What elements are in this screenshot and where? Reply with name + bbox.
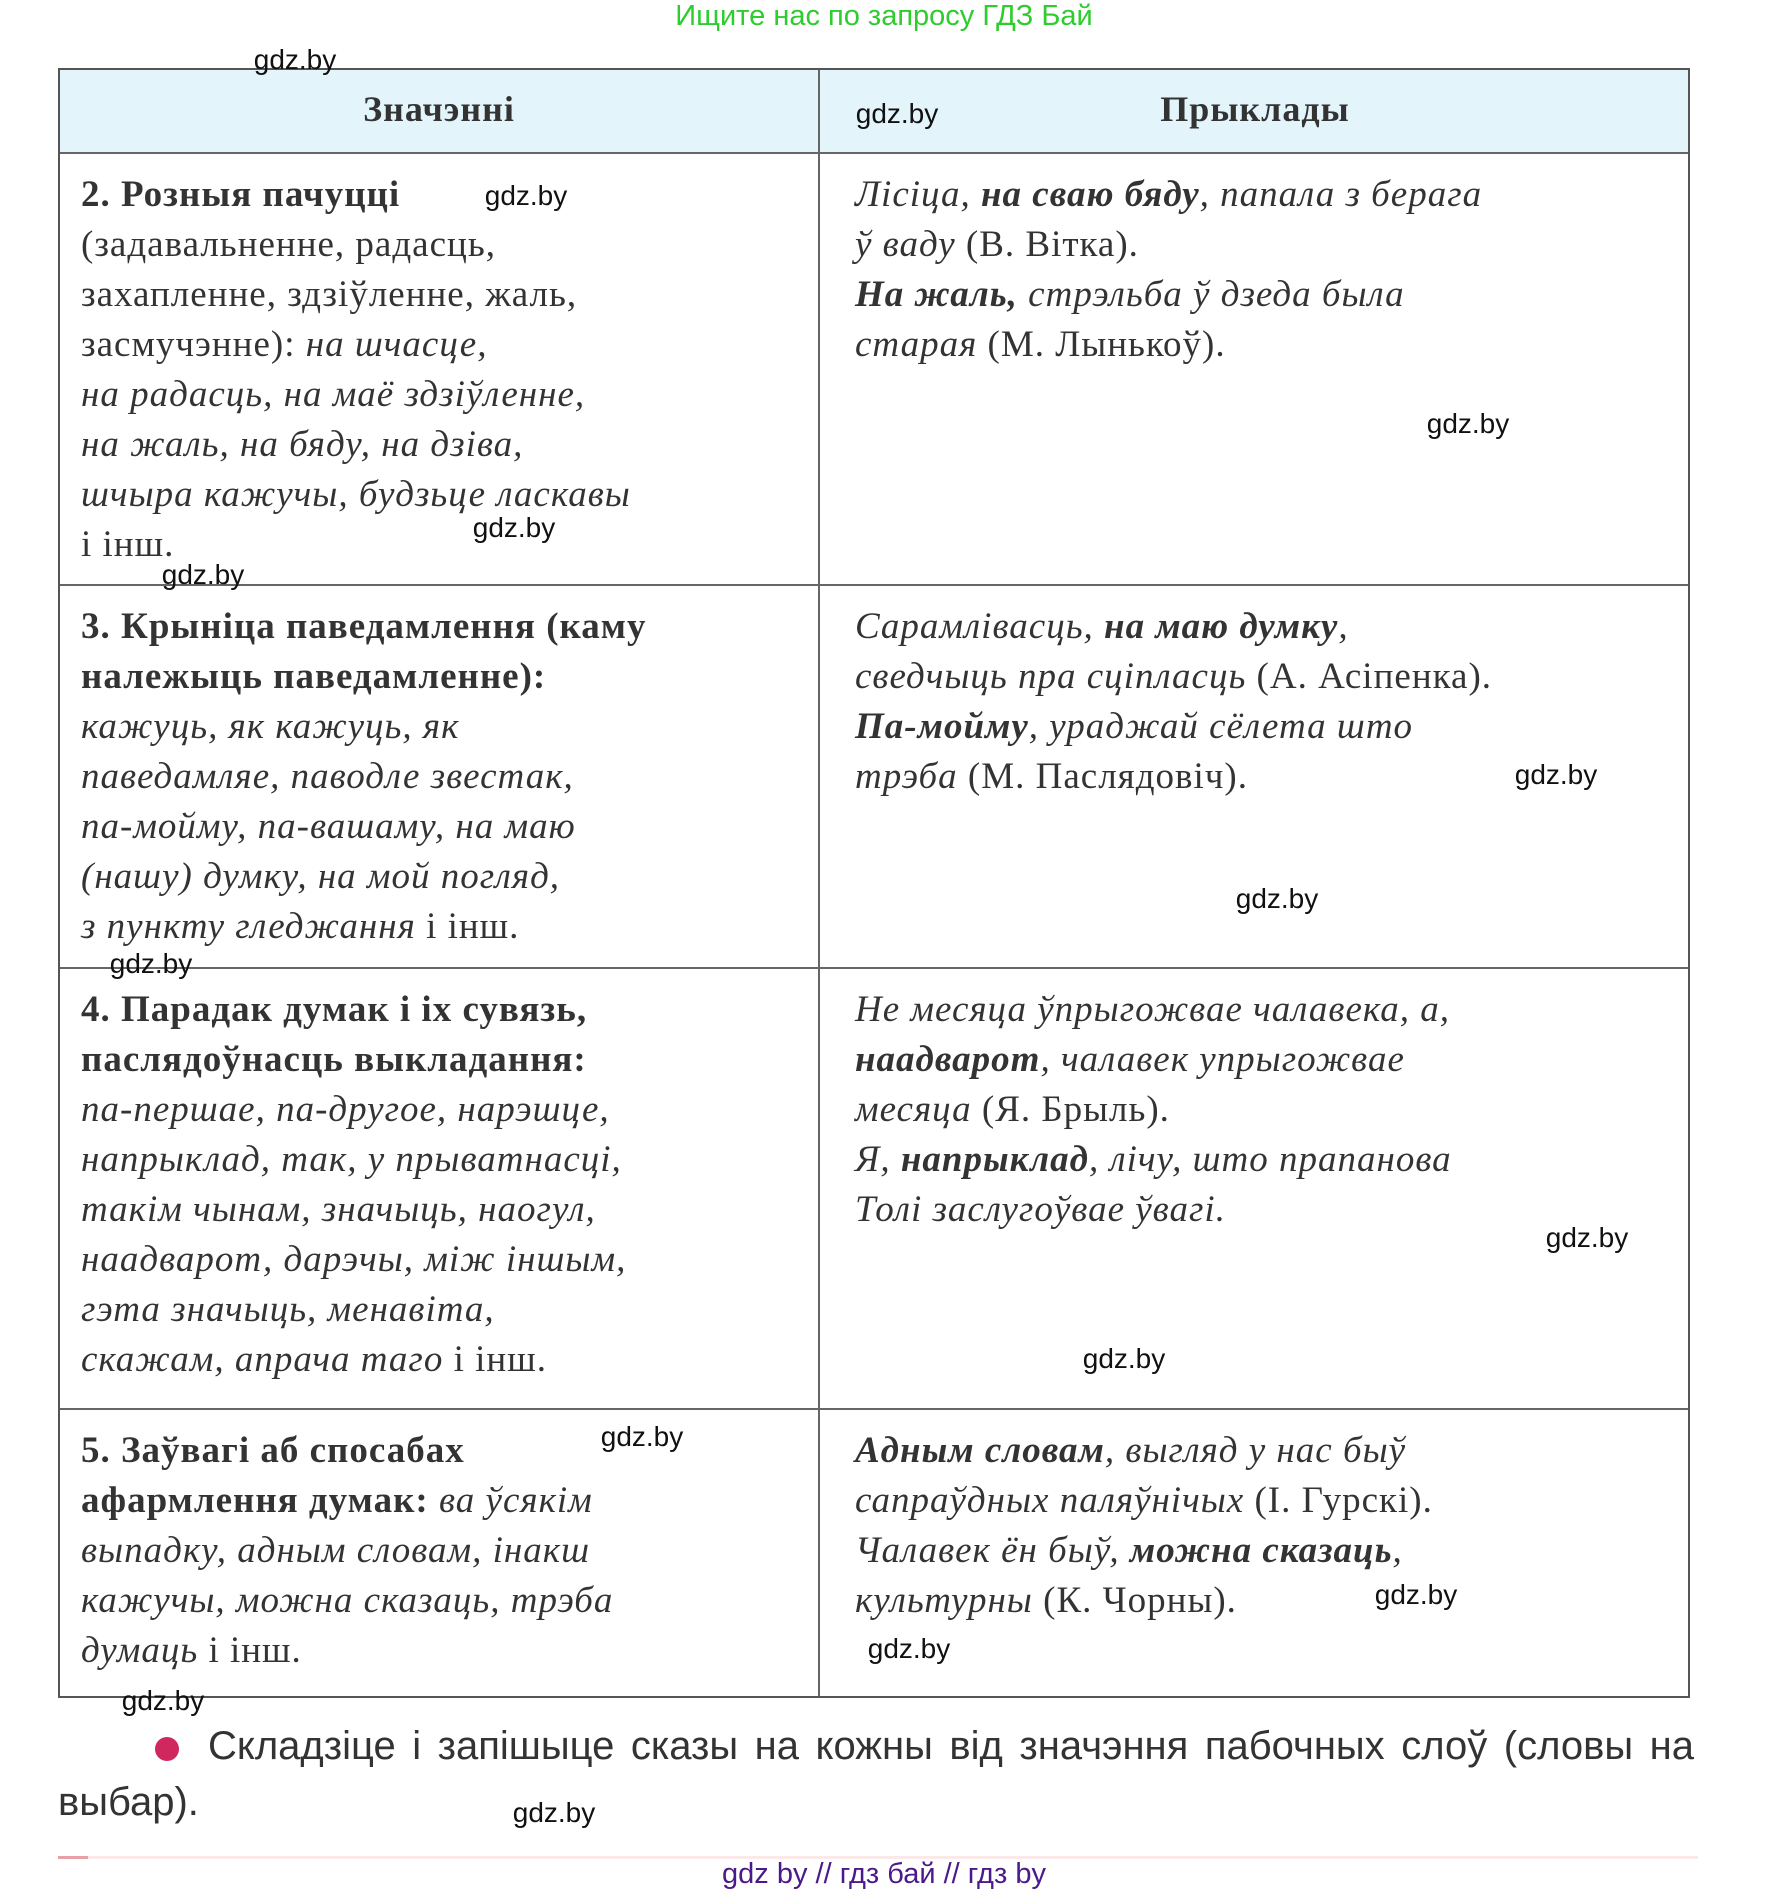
plain-text: (М. Паслядовіч). xyxy=(967,756,1248,797)
italic-text: па-першае, па-другое, нарэшце, xyxy=(81,1089,610,1130)
bold-text: 4. Парадак думак і іх сувязь, xyxy=(81,989,588,1030)
text-line xyxy=(855,170,1482,220)
plain-text: і інш. xyxy=(208,1630,302,1671)
text-line xyxy=(81,1576,613,1626)
watermark: gdz.by xyxy=(1082,1343,1166,1374)
italic-text: напрыклад, так, у прыватнасці, xyxy=(81,1139,622,1180)
watermark: gdz.by xyxy=(121,1685,205,1716)
italic-text: , xyxy=(1392,1530,1403,1571)
text-line xyxy=(81,1085,626,1135)
meaning-cell xyxy=(81,1426,613,1676)
bold-text: можна сказаць xyxy=(1129,1530,1393,1571)
italic-text: паведамляе, паводле звестак, xyxy=(81,756,574,797)
bold-text: належыць паведамленне): xyxy=(81,656,547,697)
row-divider xyxy=(60,584,1688,586)
text-line xyxy=(81,1526,613,1576)
text-line xyxy=(81,802,646,852)
italic-text: Не месяца ўпрыгожвае чалавека, а, xyxy=(855,989,1451,1030)
text-line xyxy=(855,985,1452,1035)
watermark: gdz.by xyxy=(867,1633,951,1664)
italic-text: на шчасце, xyxy=(305,324,488,365)
example-cell xyxy=(855,170,1482,370)
text-line xyxy=(855,752,1492,802)
plain-text: (Я. Брыль). xyxy=(981,1089,1170,1130)
text-line xyxy=(81,985,626,1035)
italic-text: скажам, апрача таго xyxy=(81,1339,454,1380)
text-line xyxy=(81,1235,626,1285)
watermark: gdz.by xyxy=(484,180,568,211)
text-line xyxy=(855,320,1482,370)
text-line xyxy=(81,752,646,802)
italic-text: на радасць, на маё здзіўленне, xyxy=(81,374,586,415)
italic-text: гэта значыць, менавіта, xyxy=(81,1289,495,1330)
footer-text: gdz by // гдз бай // гдз by xyxy=(722,1858,1046,1890)
text-line xyxy=(81,370,631,420)
bold-text: 2. Розныя пачуцці xyxy=(81,174,401,215)
text-line xyxy=(81,852,646,902)
text-line xyxy=(81,1626,613,1676)
italic-text: , чалавек упрыгожвае xyxy=(1040,1039,1405,1080)
text-line xyxy=(81,602,646,652)
watermark: gdz.by xyxy=(1235,883,1319,914)
watermark: gdz.by xyxy=(1545,1222,1629,1253)
italic-text: Я, xyxy=(855,1139,901,1180)
italic-text: Лісіца, xyxy=(855,174,981,215)
italic-text: , выгляд у нас быў xyxy=(1104,1430,1407,1471)
italic-text: месяца xyxy=(855,1089,982,1130)
italic-text: кажуць, як кажуць, як xyxy=(81,706,460,747)
italic-text: культурны xyxy=(855,1580,1044,1621)
text-line xyxy=(81,1335,626,1385)
text-line xyxy=(81,1426,613,1476)
column-divider xyxy=(818,70,820,1696)
italic-text: ва ўсякім xyxy=(438,1480,593,1521)
italic-text: , ураджай сёлета што xyxy=(1028,706,1414,747)
text-line xyxy=(855,702,1492,752)
plain-text: (М. Лынькоў). xyxy=(987,324,1226,365)
text-line xyxy=(81,320,631,370)
italic-text: сапраўдных паляўнічых xyxy=(855,1480,1255,1521)
text-line xyxy=(81,420,631,470)
bold-text: 5. Заўвагі аб спосабах xyxy=(81,1430,465,1471)
watermark: gdz.by xyxy=(109,948,193,979)
text-line xyxy=(855,1035,1452,1085)
plain-text: (К. Чорны). xyxy=(1043,1580,1237,1621)
example-cell xyxy=(855,1426,1433,1626)
watermark: gdz.by xyxy=(855,98,939,129)
italic-text: (нашу) думку, на мой погляд, xyxy=(81,856,561,897)
plain-text: і інш. xyxy=(426,906,520,947)
italic-text: ў ваду xyxy=(855,224,966,265)
header-meanings: Значэнні xyxy=(363,89,515,129)
meaning-cell xyxy=(81,602,646,952)
plain-text: (задавальненне, радасць, xyxy=(81,224,496,265)
italic-text: Сарамлівасць, xyxy=(855,606,1105,647)
text-line xyxy=(855,1476,1433,1526)
italic-text: наадварот, дарэчы, між іншым, xyxy=(81,1239,627,1280)
text-line xyxy=(855,220,1482,270)
watermark: gdz.by xyxy=(1374,1579,1458,1610)
text-line xyxy=(855,602,1492,652)
italic-text: трэба xyxy=(855,756,968,797)
plain-text: (І. Гурскі). xyxy=(1254,1480,1433,1521)
italic-text: стрэльба ў дзеда была xyxy=(1017,274,1405,315)
text-line xyxy=(855,1085,1452,1135)
text-line xyxy=(81,1185,626,1235)
italic-text: , xyxy=(1338,606,1349,647)
plain-text: і інш. xyxy=(81,524,175,565)
bold-text: на сваю бяду xyxy=(981,174,1200,215)
text-line xyxy=(855,652,1492,702)
watermark: gdz.by xyxy=(512,1797,596,1828)
text-line xyxy=(81,652,646,702)
italic-text: , лічу, што прапанова xyxy=(1088,1139,1452,1180)
plain-text: захапленне, здзіўленне, жаль, xyxy=(81,274,578,315)
watermark: gdz.by xyxy=(161,559,245,590)
italic-text: сведчыць пра сціпласць xyxy=(855,656,1257,697)
italic-text: Чалавек ён быў, xyxy=(855,1530,1130,1571)
text-line xyxy=(855,1576,1433,1626)
watermark: gdz.by xyxy=(1514,759,1598,790)
bold-text: наадварот xyxy=(855,1039,1041,1080)
italic-text: з пункту гледжання xyxy=(81,906,427,947)
plain-text: (А. Асіпенка). xyxy=(1256,656,1493,697)
search-banner: Ищите нас по запросу ГДЗ Бай xyxy=(675,0,1093,32)
text-line xyxy=(855,1135,1452,1185)
text-line xyxy=(855,1526,1433,1576)
bold-text: афармлення думак: xyxy=(81,1480,439,1521)
text-line xyxy=(855,1426,1433,1476)
italic-text: , папала з берага xyxy=(1199,174,1483,215)
italic-text: кажучы, можна сказаць, трэба xyxy=(81,1580,614,1621)
example-cell xyxy=(855,985,1452,1235)
text-line xyxy=(855,270,1482,320)
italic-text: старая xyxy=(855,324,988,365)
italic-text: такім чынам, значыць, наогул, xyxy=(81,1189,596,1230)
plain-text: (В. Вітка). xyxy=(965,224,1139,265)
parenthetical-words-table xyxy=(58,68,1690,1698)
bold-text: паслядоўнасць выкладання: xyxy=(81,1039,587,1080)
text-line xyxy=(81,1035,626,1085)
text-line xyxy=(81,1135,626,1185)
example-cell xyxy=(855,602,1492,802)
italic-text: Толі заслугоўвае ўвагі. xyxy=(855,1189,1226,1230)
plain-text: засмучэнне): xyxy=(81,324,306,365)
text-line xyxy=(81,270,631,320)
text-line xyxy=(81,1285,626,1335)
text-line xyxy=(81,902,646,952)
bold-text: Па-мойму xyxy=(855,706,1029,747)
bold-text: напрыклад xyxy=(900,1139,1089,1180)
bold-text: на маю думку xyxy=(1104,606,1339,647)
meaning-cell xyxy=(81,170,631,570)
italic-text: шчыра кажучы, будзьце ласкавы xyxy=(81,474,631,515)
text-line xyxy=(81,1476,613,1526)
italic-text: па-мойму, па-вашаму, на маю xyxy=(81,806,576,847)
header-examples: Прыклады xyxy=(1160,89,1350,129)
italic-text: думаць xyxy=(81,1630,209,1671)
text-line xyxy=(81,220,631,270)
text-line xyxy=(855,1185,1452,1235)
italic-text: выпадку, адным словам, інакш xyxy=(81,1530,591,1571)
bold-text: На жаль, xyxy=(855,274,1018,315)
watermark: gdz.by xyxy=(1426,408,1510,439)
italic-text: на жаль, на бяду, на дзіва, xyxy=(81,424,524,465)
bold-text: Адным словам xyxy=(855,1430,1105,1471)
meaning-cell xyxy=(81,985,626,1385)
text-line xyxy=(81,702,646,752)
watermark: gdz.by xyxy=(600,1421,684,1452)
watermark: gdz.by xyxy=(472,512,556,543)
row-divider xyxy=(60,967,1688,969)
task-text: Складзіце і запішыце сказы на кожны від значэння пабочных слоў (словы на выбар). xyxy=(58,1724,1694,1824)
row-divider xyxy=(60,1408,1688,1410)
bold-text: 3. Крыніца паведамлення (каму xyxy=(81,606,647,647)
plain-text: і інш. xyxy=(453,1339,547,1380)
watermark: gdz.by xyxy=(253,44,337,75)
